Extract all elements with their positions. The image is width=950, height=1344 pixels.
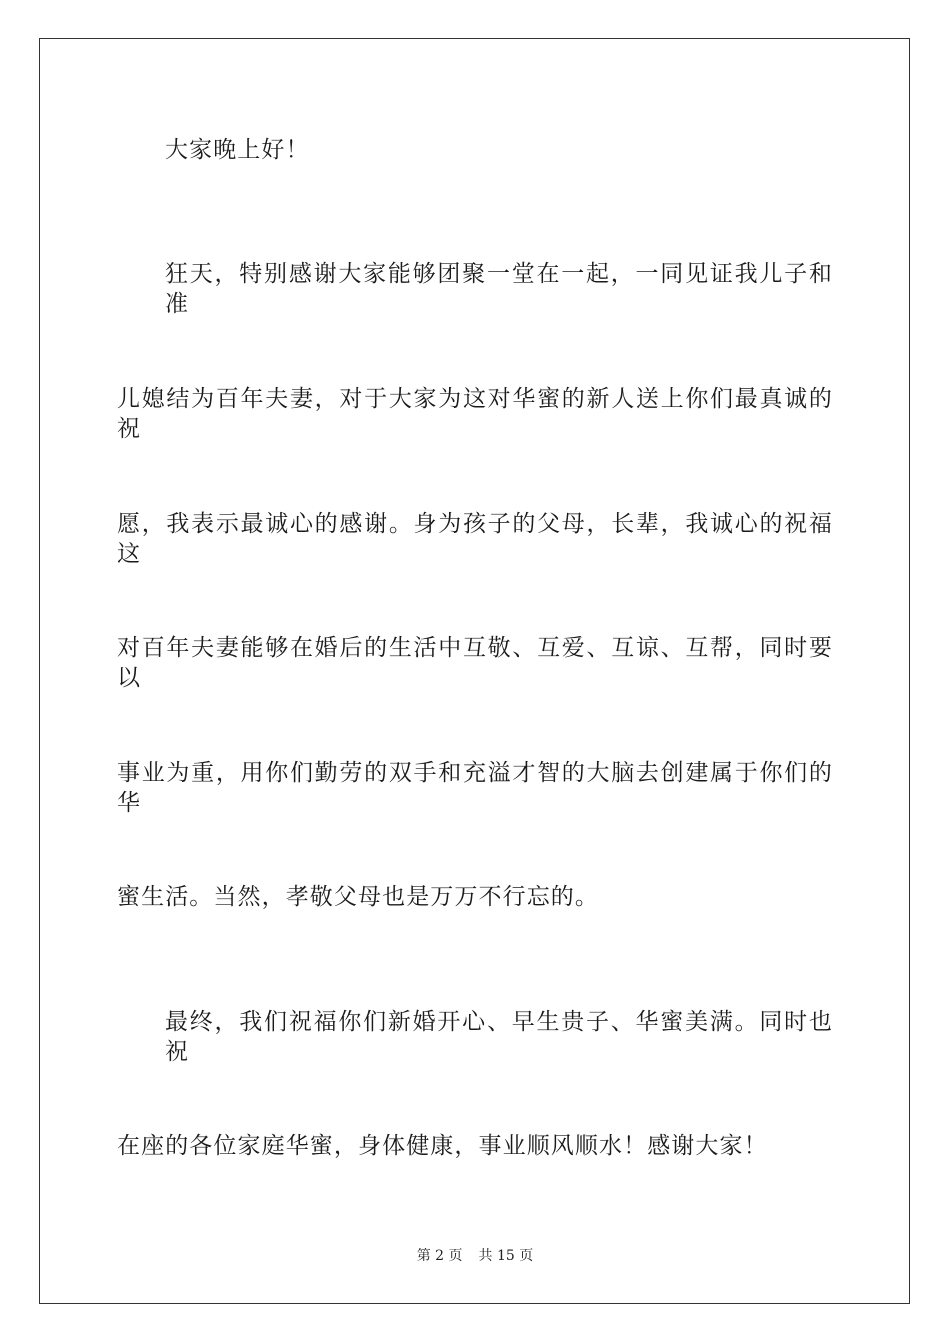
paragraph-1-line-6: 蜜生活。当然，孝敬父母也是万万不行忘的。 [117,884,599,910]
paragraph-2-line-2: 在座的各位家庭华蜜，身体健康，事业顺风顺水！感谢大家！ [117,1133,768,1159]
page-total: 共 15 页 [478,1248,534,1264]
paragraph-1-line-3: 愿，我表示最诚心的感谢。身为孩子的父母，长辈，我诚心的祝福这 [117,511,833,567]
page-footer [0,1247,950,1265]
paragraph-1-line-2: 儿媳结为百年夫妻，对于大家为这对华蜜的新人送上你们最真诚的祝 [117,386,833,442]
greeting-line: 大家晚上好！ [165,137,310,163]
paragraph-1-line-5: 事业为重，用你们勤劳的双手和充溢才智的大脑去创建属于你们的华 [117,760,833,816]
page-number: 第 2 页 [416,1248,463,1264]
paragraph-1-line-4: 对百年夫妻能够在婚后的生活中互敬、互爱、互谅、互帮，同时要以 [117,635,833,691]
paragraph-1-line-1: 狂天，特别感谢大家能够团聚一堂在一起，一同见证我儿子和准 [165,261,833,317]
paragraph-2-line-1: 最终，我们祝福你们新婚开心、早生贵子、华蜜美满。同时也祝 [165,1009,833,1065]
